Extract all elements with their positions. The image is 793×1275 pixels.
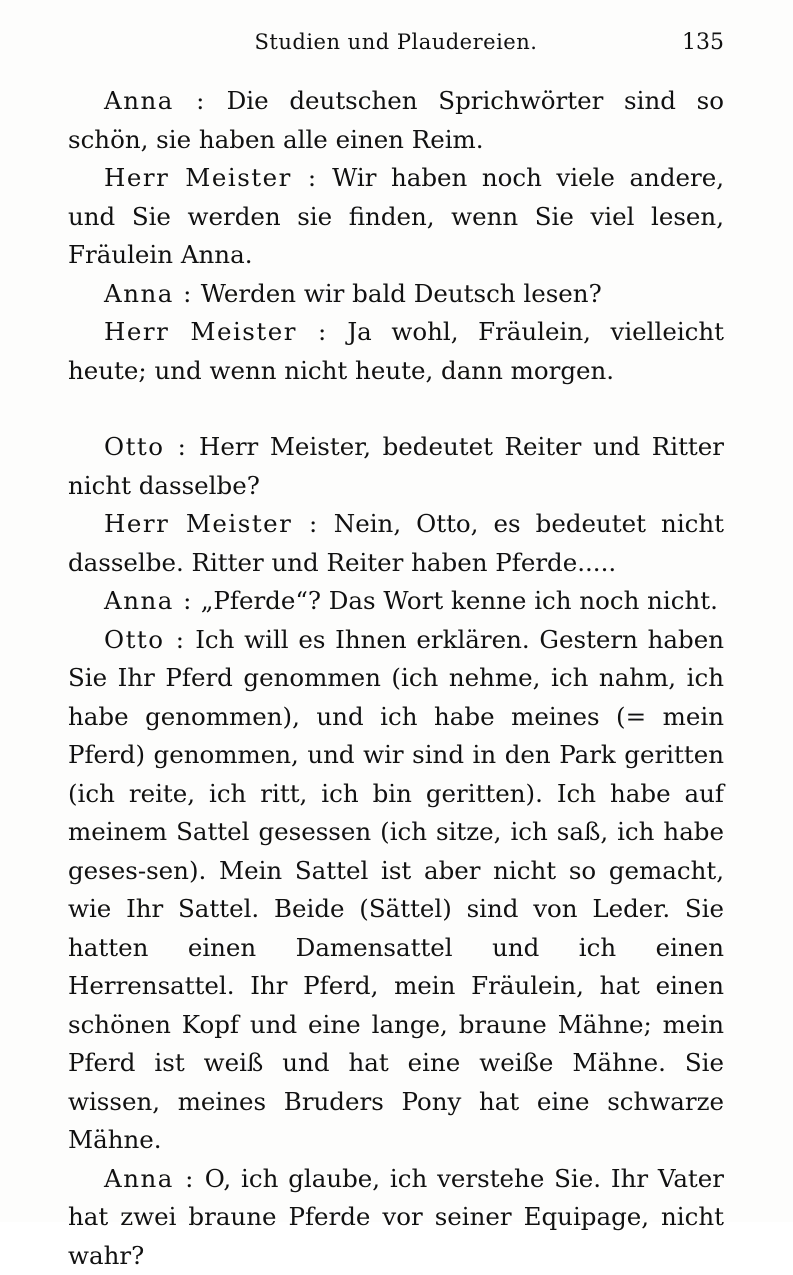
speech-text: „Pferde“? Das Wort kenne ich noch nicht. [201, 586, 718, 615]
speaker-name: Otto : [104, 432, 187, 461]
speaker-name: Anna : [104, 1164, 195, 1193]
speech-text: Ja wohl, Fräulein, vielleicht heute; und wenn nicht heute, dann morgen. [68, 317, 724, 385]
dialogue-paragraph [68, 621, 724, 1160]
speaker-name: Otto : [104, 625, 186, 654]
speaker-name: Anna : [104, 279, 193, 308]
page-header [68, 30, 724, 62]
speech-text: Wir haben noch viele andere, und Sie werden sie finden, wenn Sie viel lesen, Fräulein Anna. [68, 163, 724, 269]
page-number: 135 [682, 30, 724, 55]
speaker-name: Herr Meister : [104, 509, 319, 538]
dialogue-paragraph [68, 505, 724, 582]
dialogue-paragraph [68, 313, 724, 390]
dialogue-paragraph [68, 275, 724, 314]
dialogue-paragraph [68, 159, 724, 275]
speech-text: Nein, Otto, es bedeutet nicht dasselbe. Ritter und Reiter haben Pferde..... [68, 509, 724, 577]
dialogue-paragraph [68, 1160, 724, 1275]
speech-text: Ich will es Ihnen erklären. Gestern haben Sie Ihr Pferd genommen (ich nehme, ich nahm, ich habe genommen), und ich habe meines (= mein Pferd) genommen, und wir sind in den Park geritten (ich reite, ich ritt, ich bin geritten). Ich habe auf meinem Sattel gesessen (ich sitze, ich saß, ich habe geses-sen). Mein Sattel ist aber nicht so gemacht, wie Ihr Sattel. Beide (Sättel) sind von Leder. Sie hatten einen Damensattel und ich einen Herrensattel. Ihr Pferd, mein Fräulein, hat einen schönen Kopf und eine lange, braune Mähne; mein Pferd ist weiß und hat eine weiße Mähne. Sie wissen, meines Bruders Pony hat eine schwarze Mähne. [68, 625, 724, 1155]
speech-text: Herr Meister, bedeutet Reiter und Ritter nicht dasselbe? [68, 432, 724, 500]
speech-text: Die deutschen Sprichwörter sind so schön, sie haben alle einen Reim. [68, 86, 724, 154]
speaker-name: Herr Meister : [104, 317, 328, 346]
dialogue-paragraph [68, 582, 724, 621]
speaker-name: Herr Meister : [104, 163, 318, 192]
dialogue-text [68, 82, 724, 1275]
running-title: Studien und Plaudereien. [68, 30, 724, 54]
dialogue-paragraph [68, 428, 724, 505]
dialogue-paragraph [68, 82, 724, 159]
speech-text: Werden wir bald Deutsch lesen? [201, 279, 602, 308]
speaker-name: Anna : [104, 586, 193, 615]
speaker-name: Anna : [104, 86, 206, 115]
speech-text: O, ich glaube, ich verstehe Sie. Ihr Vater hat zwei braune Pferde vor seiner Equipage, nicht wahr? [68, 1164, 724, 1270]
